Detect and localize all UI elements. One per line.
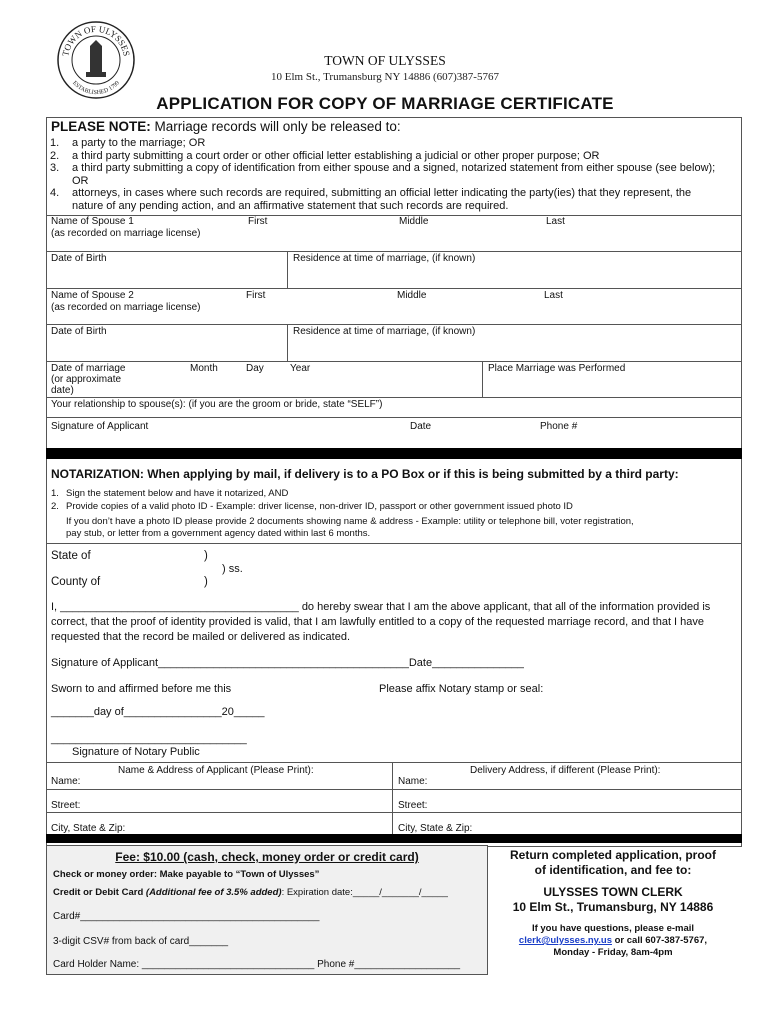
please-note	[51, 119, 401, 134]
spouse1-middle-label: Middle	[399, 216, 429, 227]
spouse2-first-label: First	[246, 290, 266, 301]
section-divider	[46, 448, 742, 459]
swear-statement: I, _______________________________________ do hereby swear that I am the above applicant, that all of the information provided is correct, that the proof of identity provided is valid, that I am lawfully entitled to a copy of the requested marriage record, and that I have requested that the record be mailed or delivered as indicated.	[51, 601, 711, 643]
place-field[interactable]	[484, 375, 741, 396]
fee-box	[46, 845, 488, 975]
spouse2-name-label: Name of Spouse 2	[51, 290, 134, 301]
seal-bottom-text: ESTABLISHED 1799	[71, 80, 121, 97]
spouse2-middle-label: Middle	[397, 290, 427, 301]
place-label: Place Marriage was Performed	[488, 363, 626, 374]
spouse2-residence-label: Residence at time of marriage, (if known)	[293, 326, 476, 337]
applicant-address-header: Name & Address of Applicant (Please Print):	[118, 765, 314, 776]
please-note-text: Marriage records will only be released to:	[150, 119, 401, 134]
return-line-1: Return completed application, proof	[509, 848, 716, 862]
town-name: TOWN OF ULYSSES	[324, 53, 446, 68]
year-label: Year	[290, 363, 311, 374]
list-item: 2. Provide copies of a valid photo ID - Example: driver license, non-driver ID, passport or other government issued photo ID	[51, 500, 573, 512]
county-paren: )	[204, 576, 208, 588]
list-item: 3. a third party submitting a copy of identification from either spouse and a signed, notarized statement from either spouse (see below); OR	[50, 162, 716, 187]
day-label: Day	[246, 363, 264, 374]
return-info	[492, 848, 734, 959]
spouse1-residence-field[interactable]	[289, 265, 741, 287]
photo-id-note-2: pay stub, or letter from a government agency dated within last 6 months.	[66, 528, 371, 539]
delivery-city-label: City, State & Zip:	[398, 823, 473, 834]
phone-label: Phone #	[540, 421, 578, 432]
credit-label: Credit or Debit Card	[53, 887, 146, 898]
town-address: 10 Elm St., Trumansburg NY 14886 (607)387-5767	[271, 71, 499, 83]
delivery-street-label: Street:	[398, 800, 428, 811]
county-label: County of	[51, 576, 101, 588]
credit-fee-note: (Additional fee of 3.5% added)	[145, 887, 282, 898]
state-label: State of	[51, 550, 91, 562]
spouse1-name-field[interactable]	[47, 240, 741, 250]
affix-label: Please affix Notary stamp or seal:	[379, 683, 544, 695]
spouse1-last-label: Last	[546, 216, 565, 227]
signature-field[interactable]	[47, 433, 741, 447]
notary-signature-label: Signature of Notary Public	[72, 746, 200, 758]
spouse1-name-label: Name of Spouse 1	[51, 216, 134, 227]
day-of-line[interactable]: _______day of________________20_____	[51, 706, 265, 718]
relationship-label: Your relationship to spouse(s): (if you are the groom or bride, state “SELF”)	[51, 399, 383, 410]
spouse2-residence-field[interactable]	[289, 338, 741, 360]
questions-line: If you have questions, please e-mail	[531, 923, 695, 934]
bottom-divider	[46, 834, 742, 843]
spouse1-dob-field[interactable]	[47, 265, 286, 287]
clerk-name: ULYSSES TOWN CLERK	[543, 885, 683, 899]
card-holder-line[interactable]: Card Holder Name: _______________________________ Phone #___________________	[53, 959, 461, 970]
delivery-name-label: Name:	[398, 776, 428, 787]
spouse1-dob-label: Date of Birth	[51, 253, 107, 264]
date-marriage-sub2: date)	[51, 385, 74, 396]
photo-id-note-1: If you don’t have a photo ID please provide 2 documents showing name & address - Example: utility or telephone bill, voter registration,	[66, 516, 634, 527]
contact-line	[492, 935, 734, 947]
clerk-address: 10 Elm St., Trumansburg, NY 14886	[512, 900, 714, 914]
date-marriage-field[interactable]	[186, 375, 481, 396]
spouse1-first-label: First	[248, 216, 268, 227]
date-marriage-label: Date of marriage	[51, 363, 126, 374]
csv-line[interactable]: 3-digit CSV# from back of card_______	[53, 936, 229, 947]
ss-label: ) ss.	[222, 563, 243, 575]
relationship-field[interactable]	[380, 399, 740, 415]
applicant-city-label: City, State & Zip:	[51, 823, 126, 834]
return-line-2: of identification, and fee to:	[534, 863, 692, 877]
applicant-signature-line[interactable]: Signature of Applicant_________________________________________Date_______________	[51, 657, 524, 669]
delivery-address-header: Delivery Address, if different (Please Print):	[470, 765, 661, 776]
spouse1-sub-label: (as recorded on marriage license)	[51, 228, 201, 239]
please-note-label: PLEASE NOTE:	[51, 119, 151, 134]
notarization-heading: NOTARIZATION: When applying by mail, if delivery is to a PO Box or if this is being submitted by a third party:	[51, 467, 679, 481]
applicant-street-label: Street:	[51, 800, 81, 811]
list-item: 4. attorneys, in cases where such records are required, submitting an official letter indicating the party(ies) that they represent, the nature of any pending action, and an affirmative statement that such records are required.	[50, 187, 692, 212]
notarization-list	[51, 488, 711, 513]
fee-title: Fee: $10.00 (cash, check, money order or credit card)	[115, 850, 419, 864]
email-link[interactable]: clerk@ulysses.ny.us	[518, 935, 612, 946]
list-item: 1. Sign the statement below and have it notarized, AND	[51, 488, 289, 499]
spouse2-sub-label: (as recorded on marriage license)	[51, 302, 201, 313]
applicant-name-label: Name:	[51, 776, 81, 787]
spouse2-dob-field[interactable]	[47, 338, 286, 360]
seal-top-text: TOWN OF ULYSSES	[60, 23, 132, 58]
signature-label: Signature of Applicant	[51, 421, 149, 432]
spouse1-residence-label: Residence at time of marriage, (if known)	[293, 253, 476, 264]
notary-signature-line[interactable]: ________________________________	[51, 733, 247, 745]
check-line: Check or money order: Make payable to “Town of Ulysses”	[53, 869, 320, 880]
page-title: APPLICATION FOR COPY OF MARRIAGE CERTIFICATE	[156, 94, 614, 113]
spouse2-last-label: Last	[544, 290, 563, 301]
date-label: Date	[410, 421, 432, 432]
list-item: 2. a third party submitting a court order or other official letter establishing a judicial or other proper purpose; OR	[50, 149, 600, 162]
expiration-line[interactable]: : Expiration date:_____/_______/_____	[281, 887, 448, 898]
state-paren: )	[204, 550, 208, 562]
month-label: Month	[190, 363, 218, 374]
sworn-label: Sworn to and affirmed before me this	[51, 683, 232, 695]
office-hours: Monday - Friday, 8am-4pm	[553, 947, 673, 958]
release-list	[50, 137, 720, 212]
spouse2-dob-label: Date of Birth	[51, 326, 107, 337]
credit-line	[53, 887, 448, 898]
list-item: 1. a party to the marriage; OR	[50, 137, 206, 149]
date-marriage-sub1: (or approximate	[51, 374, 122, 385]
phone-text: or call 607-387-5767,	[611, 935, 708, 946]
spouse2-name-field[interactable]	[47, 313, 741, 323]
card-number-line[interactable]: Card#___________________________________________	[53, 911, 320, 922]
